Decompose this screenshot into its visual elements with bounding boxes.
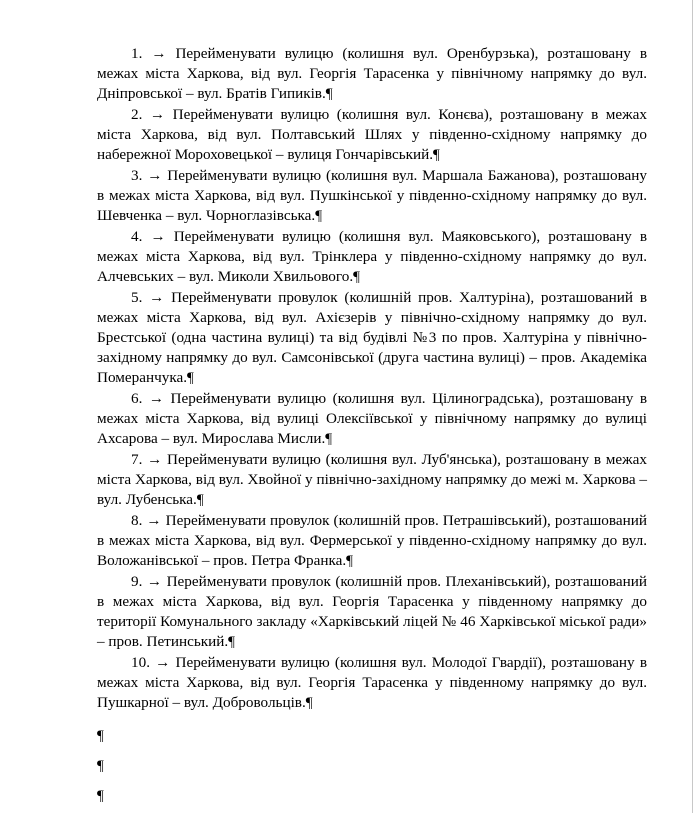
- empty-paragraph-3[interactable]: ¶: [97, 787, 104, 804]
- paragraph-10[interactable]: 10. → Перейменувати вулицю (колишня вул. Молодої Гвардії), розташовану в межах міста Харкова, від вул. Георгія Тарасенка у південному напрямку до вул. Пушкарної – вул. Добровольців.¶: [97, 654, 647, 711]
- paragraph-5[interactable]: 5. → Перейменувати провулок (колишній пров. Халтуріна), розташований в межах міста Харкова, від вул. Ахієзерів у північно-східному напрямку до вул. Брестської (одна частина вулиці) та від будівлі №3 по пров. Халтуріна у північно-західному напрямку до вул. Самсонівської (друга частина вулиці) – пров. Академіка Померанчука.¶: [97, 289, 647, 386]
- spacer: [97, 714, 647, 726]
- paragraph-3[interactable]: 3. → Перейменувати вулицю (колишня вул. Маршала Бажанова), розташовану в межах міста Харкова, від вул. Пушкінської у південно-східному напрямку до вул. Шевченка – вул. Чорноглазівська.¶: [97, 167, 647, 224]
- paragraph-2[interactable]: 2. → Перейменувати вулицю (колишня вул. Конєва), розташовану в межах міста Харкова, від вул. Полтавський Шлях у південно-східному напрямку до набережної Мороховецької – вулиця Гончарівський.¶: [97, 106, 647, 163]
- paragraph-7[interactable]: 7. → Перейменувати вулицю (колишня вул. Луб'янська), розташовану в межах міста Харкова, від вул. Хвойної у північно-західному напрямку до межі м. Харкова – вул. Лубенська.¶: [97, 451, 647, 508]
- paragraph-6[interactable]: 6. → Перейменувати вулицю (колишня вул. Цілиноградська), розташовану в межах міста Харкова, від вулиці Олексіївської у північному напрямку до вулиці Ахсарова – вул. Мирослава Мисли.¶: [97, 390, 647, 447]
- paragraph-8[interactable]: 8. → Перейменувати провулок (колишній пров. Петрашівський), розташований в межах міста Харкова, від вул. Фермерської у південно-східному напрямку до вул. Воложанівської – пров. Петра Франка.¶: [97, 512, 647, 569]
- empty-paragraph-2[interactable]: ¶: [97, 757, 104, 774]
- paragraph-1[interactable]: 1. → Перейменувати вулицю (колишня вул. Оренбурзька), розташовану в межах міста Харкова, від вул. Георгія Тарасенка у північному напрямку до вул. Дніпровської – вул. Братів Гипиків.¶: [97, 45, 647, 102]
- paragraph-9[interactable]: 9. → Перейменувати провулок (колишній пров. Плеханівський), розташований в межах міста Харкова, від вул. Георгія Тарасенка у південному напрямку до території Комунального закладу «Харківський ліцей № 46 Харківської міської ради» – пров. Петинський.¶: [97, 573, 647, 650]
- empty-paragraph-1[interactable]: ¶: [97, 727, 104, 744]
- paragraph-4[interactable]: 4. → Перейменувати вулицю (колишня вул. Маяковського), розташовану в межах міста Харкова, від вул. Трінклера у південно-східному напрямку до вул. Алчевських – вул. Миколи Хвильового.¶: [97, 228, 647, 285]
